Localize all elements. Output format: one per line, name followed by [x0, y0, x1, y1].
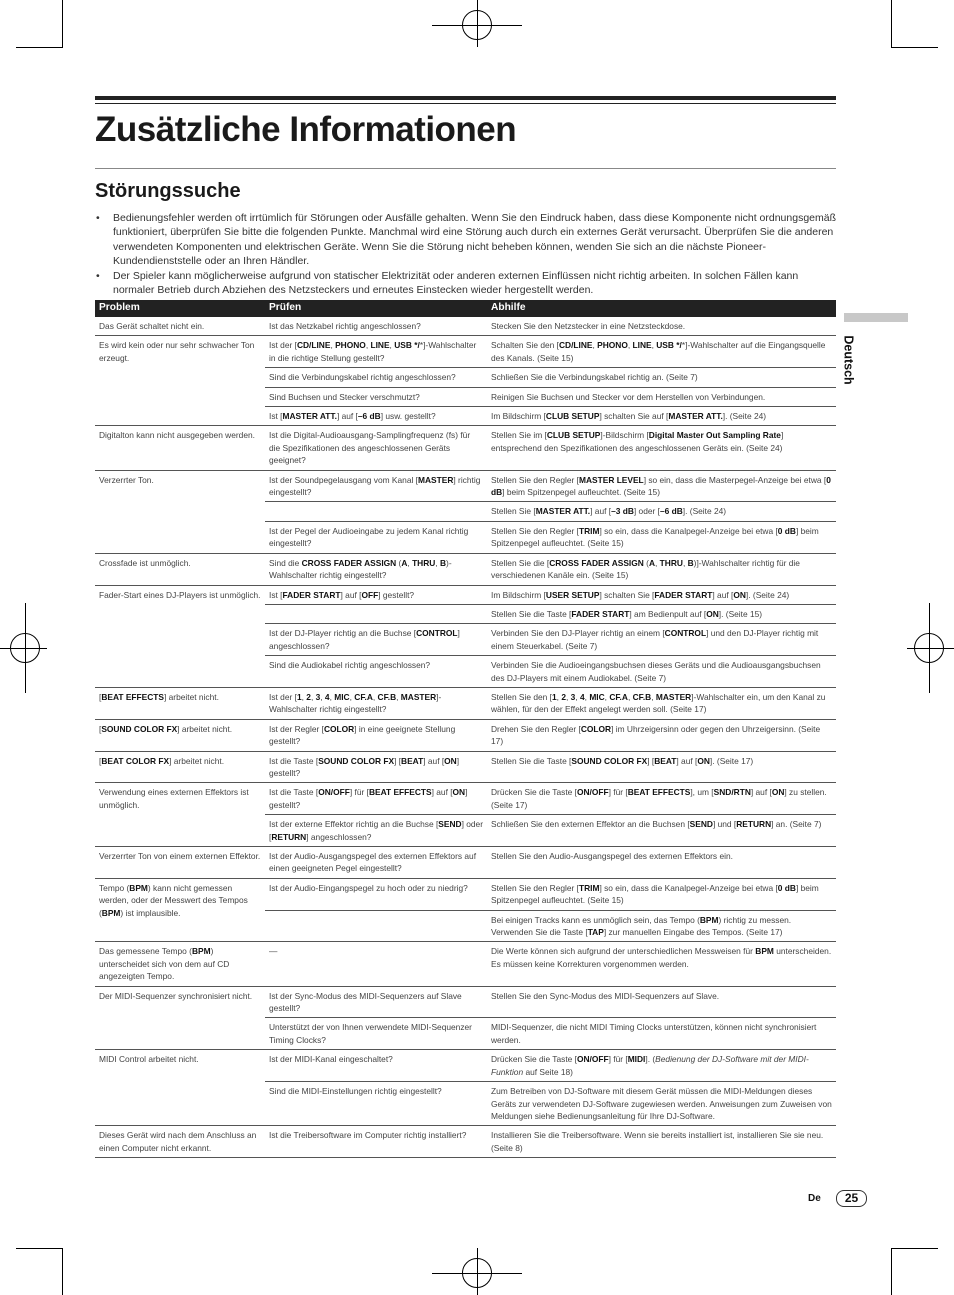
cell-check: Ist das Netzkabel richtig angeschlossen? [265, 317, 487, 336]
section-title: Störungssuche [95, 180, 241, 202]
cell-check: Ist die Taste [SOUND COLOR FX] [BEAT] auf [ON] gestellt? [265, 751, 487, 783]
cell-check: Ist der MIDI-Kanal eingeschaltet? [265, 1050, 487, 1082]
title-rule [95, 96, 836, 100]
table-row [95, 585, 836, 604]
cell-check [265, 604, 487, 623]
side-tab-bar [844, 313, 908, 322]
cell-problem: Es wird kein oder nur sehr schwacher Ton erzeugt. [95, 336, 265, 426]
crop-mark [891, 1248, 892, 1295]
cell-problem: MIDI Control arbeitet nicht. [95, 1050, 265, 1126]
cell-problem: Der MIDI-Sequenzer synchronisiert nicht. [95, 986, 265, 1050]
table-row [95, 878, 836, 910]
cell-problem: Crossfade ist unmöglich. [95, 553, 265, 585]
cell-check: Ist die Taste [ON/OFF] für [BEAT EFFECTS] auf [ON] gestellt? [265, 783, 487, 815]
intro-item: • Bedienungsfehler werden oft irrtümlich für Störungen oder Ausfälle gehalten. Wenn Sie den Eindruck haben, dass diese Komponente nicht ordnungsgemäß funktioniert, überprüfen Sie bitte die folgenden Punkte. Manchmal wird eine Störung auch durch ein externes Gerät verursacht. Überprüfen Sie die anderen verwendeten Komponenten und elektrischen Geräte. Wenn Sie die Störung nicht beheben können, wenden Sie sich an die nächste Pioneer-Kundendienststelle oder an Ihren Händler. [95, 211, 836, 269]
cell-fix: Bei einigen Tracks kann es unmöglich sein, das Tempo (BPM) richtig zu messen. Verwenden Sie die Taste [TAP] zur manuellen Eingabe des Tempos. (Seite 17) [487, 910, 836, 942]
intro-item: • Der Spieler kann möglicherweise aufgrund von statischer Elektrizität oder anderen externen Einflüssen nicht richtig arbeiten. In solchen Fällen kann normaler Betrieb durch Abziehen des Netzsteckers und erneutes Einstecken wieder hergestellt werden. [95, 269, 836, 298]
cell-check: Sind die Verbindungskabel richtig angeschlossen? [265, 368, 487, 387]
cell-problem: Fader-Start eines DJ-Players ist unmöglich. [95, 585, 265, 687]
table-row [95, 470, 836, 502]
table-row [95, 751, 836, 783]
page-title: Zusätzliche Informationen [95, 110, 517, 149]
cell-fix: Stellen Sie den Regler [MASTER LEVEL] so ein, dass die Masterpegel-Anzeige bei etwa [0 dB] beim Spitzenpegel aufleuchtet. (Seite 15) [487, 470, 836, 502]
cell-problem: Das Gerät schaltet nicht ein. [95, 317, 265, 336]
troubleshooting-table [95, 300, 836, 1158]
footer-language: De [808, 1193, 821, 1204]
cell-problem: [SOUND COLOR FX] arbeitet nicht. [95, 719, 265, 751]
cell-check: Sind die MIDI-Einstellungen richtig eingestellt? [265, 1082, 487, 1126]
cell-problem: Verzerrter Ton. [95, 470, 265, 553]
column-header-problem: Problem [95, 300, 265, 317]
table-row [95, 1050, 836, 1082]
cell-fix: Stellen Sie den Regler [TRIM] so ein, dass die Kanalpegel-Anzeige bei etwa [0 dB] beim Spitzenpegel aufleuchtet. (Seite 15) [487, 878, 836, 910]
cell-fix: Zum Betreiben von DJ-Software mit diesem Gerät müssen die MIDI-Meldungen dieses Geräts zur verwendeten DJ-Software zugewiesen werden. Anweisungen zum Zuweisen von Meldungen siehe Bedienungsanleitung für Ihre DJ-Software. [487, 1082, 836, 1126]
cell-check: — [265, 942, 487, 986]
language-side-label [841, 328, 874, 398]
cell-fix: Die Werte können sich aufgrund der unterschiedlichen Messweisen für BPM unterscheiden. Es müssen keine Korrekturen vorgenommen werden. [487, 942, 836, 986]
cell-check: Unterstützt der von Ihnen verwendete MIDI-Sequenzer Timing Clocks? [265, 1018, 487, 1050]
language-side-label-text: Deutsch [841, 335, 856, 385]
cell-fix: Installieren Sie die Treibersoftware. Wenn sie bereits installiert ist, installieren Sie sie neu. (Seite 8) [487, 1126, 836, 1158]
cell-problem: Tempo (BPM) kann nicht gemessen werden, oder der Messwert des Tempos (BPM) ist implausible. [95, 878, 265, 942]
cell-fix: Stecken Sie den Netzstecker in eine Netzsteckdose. [487, 317, 836, 336]
crop-mark [16, 1248, 63, 1249]
cell-check: Ist der [1, 2, 3, 4, MIC, CF.A, CF.B, MASTER]-Wahlschalter richtig eingestellt? [265, 687, 487, 719]
crop-mark [891, 0, 892, 47]
cell-fix: Stellen Sie die Taste [SOUND COLOR FX] [BEAT] auf [ON]. (Seite 17) [487, 751, 836, 783]
cell-check: Ist der Pegel der Audioeingabe zu jedem Kanal richtig eingestellt? [265, 521, 487, 553]
cell-fix: Im Bildschirm [USER SETUP] schalten Sie [FADER START] auf [ON]. (Seite 24) [487, 585, 836, 604]
cell-problem: Digitalton kann nicht ausgegeben werden. [95, 426, 265, 470]
table-row [95, 847, 836, 879]
cell-check: Ist der Regler [COLOR] in eine geeignete Stellung gestellt? [265, 719, 487, 751]
cell-fix: Im Bildschirm [CLUB SETUP] schalten Sie auf [MASTER ATT.]. (Seite 24) [487, 407, 836, 426]
cell-problem: Das gemessene Tempo (BPM) unterscheidet sich von dem auf CD angezeigten Tempo. [95, 942, 265, 986]
table-row [95, 942, 836, 986]
table-row [95, 317, 836, 336]
cell-fix: Stellen Sie den Audio-Ausgangspegel des externen Effektors ein. [487, 847, 836, 879]
table-row [95, 1126, 836, 1158]
crop-mark [16, 47, 63, 48]
cell-fix: Stellen Sie [MASTER ATT.] auf [–3 dB] oder [–6 dB]. (Seite 24) [487, 502, 836, 521]
table-row [95, 426, 836, 470]
cell-problem: [BEAT EFFECTS] arbeitet nicht. [95, 687, 265, 719]
column-header-check: Prüfen [265, 300, 487, 317]
cell-check: Ist die Treibersoftware im Computer richtig installiert? [265, 1126, 487, 1158]
cell-check: Ist der Audio-Eingangspegel zu hoch oder zu niedrig? [265, 878, 487, 910]
cell-fix: Drücken Sie die Taste [ON/OFF] für [BEAT EFFECTS], um [SND/RTN] auf [ON] zu stellen. (Seite 17) [487, 783, 836, 815]
cell-check: Ist der Soundpegelausgang vom Kanal [MASTER] richtig eingestellt? [265, 470, 487, 502]
cell-check: Sind Buchsen und Stecker verschmutzt? [265, 387, 487, 406]
cell-check: Ist der Audio-Ausgangspegel des externen Effektors auf einen geeigneten Pegel eingestellt? [265, 847, 487, 879]
cell-fix: Drehen Sie den Regler [COLOR] im Uhrzeigersinn oder gegen den Uhrzeigersinn. (Seite 17) [487, 719, 836, 751]
table-row [95, 719, 836, 751]
cell-check [265, 502, 487, 521]
column-header-fix: Abhilfe [487, 300, 836, 317]
cell-fix: Schließen Sie die Verbindungskabel richtig an. (Seite 7) [487, 368, 836, 387]
table-row [95, 783, 836, 815]
cell-check: Ist der [CD/LINE, PHONO, LINE, USB */*]-Wahlschalter in die richtige Stellung gestellt? [265, 336, 487, 368]
cell-check [265, 910, 487, 942]
cell-problem: [BEAT COLOR FX] arbeitet nicht. [95, 751, 265, 783]
cell-check: Ist der Sync-Modus des MIDI-Sequenzers auf Slave gestellt? [265, 986, 487, 1018]
cell-check: Sind die CROSS FADER ASSIGN (A, THRU, B)-Wahlschalter richtig eingestellt? [265, 553, 487, 585]
cell-problem: Verzerrter Ton von einem externen Effektor. [95, 847, 265, 879]
crop-mark [891, 47, 938, 48]
cell-check: Ist [FADER START] auf [OFF] gestellt? [265, 585, 487, 604]
cell-fix: MIDI-Sequenzer, die nicht MIDI Timing Clocks unterstützen, können nicht synchronisiert werden. [487, 1018, 836, 1050]
cell-check: Sind die Audiokabel richtig angeschlossen? [265, 656, 487, 688]
cell-fix: Drücken Sie die Taste [ON/OFF] für [MIDI]. (Bedienung der DJ-Software mit der MIDI-Funktion auf Seite 18) [487, 1050, 836, 1082]
cell-fix: Verbinden Sie die Audioeingangsbuchsen dieses Geräts und die Audioausgangsbuchsen des DJ-Players mit einem Audiokabel. (Seite 7) [487, 656, 836, 688]
cell-fix: Stellen Sie den [1, 2, 3, 4, MIC, CF.A, CF.B, MASTER]-Wahlschalter ein, um den Kanal zu wählen, für den der Effekt angelegt werden soll. (Seite 17) [487, 687, 836, 719]
table-row [95, 553, 836, 585]
table-row [95, 986, 836, 1018]
title-rule-thin [95, 103, 836, 104]
cell-fix: Reinigen Sie Buchsen und Stecker vor dem Herstellen von Verbindungen. [487, 387, 836, 406]
cell-fix: Schließen Sie den externen Effektor an die Buchsen [SEND] und [RETURN] an. (Seite 7) [487, 815, 836, 847]
cell-fix: Stellen Sie die Taste [FADER START] am Bedienpult auf [ON]. (Seite 15) [487, 604, 836, 623]
cell-check: Ist [MASTER ATT.] auf [–6 dB] usw. gestellt? [265, 407, 487, 426]
table-header-row [95, 300, 836, 317]
cell-fix: Stellen Sie den Sync-Modus des MIDI-Sequenzers auf Slave. [487, 986, 836, 1018]
cell-problem: Verwendung eines externen Effektors ist unmöglich. [95, 783, 265, 847]
crop-mark [62, 1248, 63, 1295]
cell-fix: Stellen Sie die [CROSS FADER ASSIGN (A, THRU, B)]-Wahlschalter richtig für die verschiedenen Kanäle ein. (Seite 15) [487, 553, 836, 585]
table-body [95, 317, 836, 1158]
table-row [95, 687, 836, 719]
crop-mark [62, 0, 63, 47]
cell-check: Ist der externe Effektor richtig an die Buchse [SEND] oder [RETURN] angeschlossen? [265, 815, 487, 847]
cell-fix: Verbinden Sie den DJ-Player richtig an einem [CONTROL] und den DJ-Player richtig mit einem Steuerkabel. (Seite 7) [487, 624, 836, 656]
intro-list [95, 211, 836, 297]
table-row [95, 336, 836, 368]
cell-fix: Schalten Sie den [CD/LINE, PHONO, LINE, USB */*]-Wahlschalter auf die Eingangsquelle des Kanals. (Seite 15) [487, 336, 836, 368]
cell-problem: Dieses Gerät wird nach dem Anschluss an einen Computer nicht erkannt. [95, 1126, 265, 1158]
title-underline [95, 168, 836, 169]
cell-fix: Stellen Sie den Regler [TRIM] so ein, dass die Kanalpegel-Anzeige bei etwa [0 dB] beim Spitzenpegel aufleuchtet. (Seite 15) [487, 521, 836, 553]
cell-fix: Stellen Sie im [CLUB SETUP]-Bildschirm [Digital Master Out Sampling Rate] entsprechend den Spezifikationen des angeschlossenen Geräts ein. (Seite 24) [487, 426, 836, 470]
cell-check: Ist die Digital-Audioausgang-Samplingfrequenz (fs) für die Spezifikationen des angeschlossenen Geräts geeignet? [265, 426, 487, 470]
cell-check: Ist der DJ-Player richtig an die Buchse [CONTROL] angeschlossen? [265, 624, 487, 656]
page-number: 25 [836, 1190, 867, 1207]
crop-mark [891, 1248, 938, 1249]
